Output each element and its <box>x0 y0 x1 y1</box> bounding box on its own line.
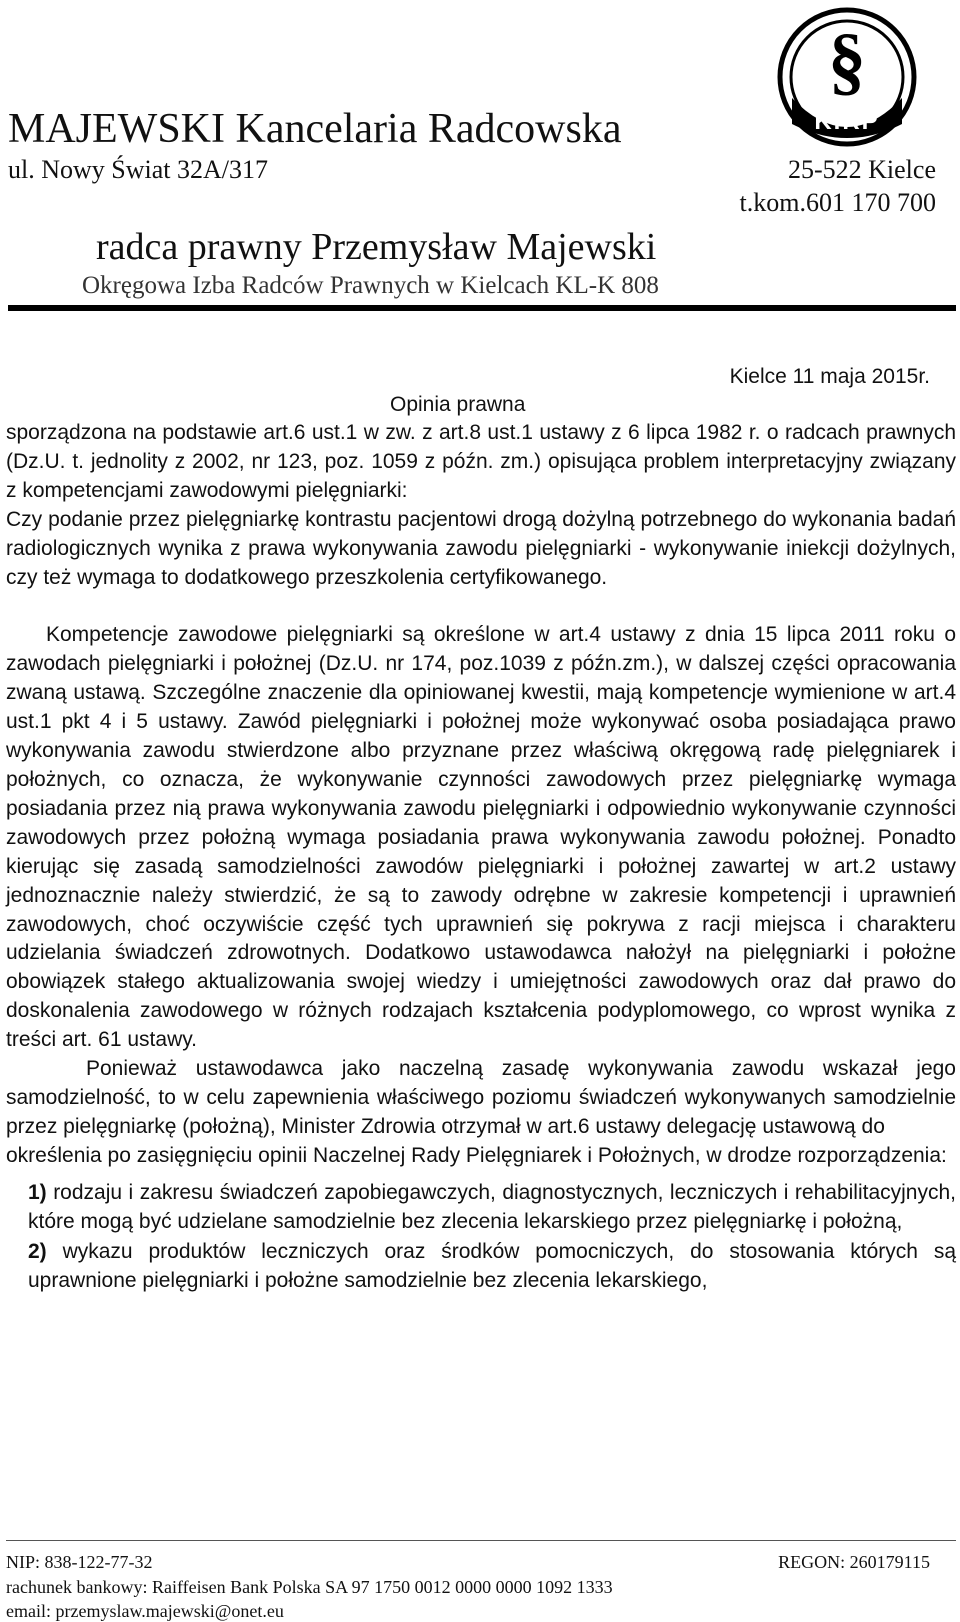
question-paragraph: Czy podanie przez pielęgniarkę kontrastu pacjentowi drogą dożylną potrzebnego do wykonania badań radiologicznych wynika z prawa wykonywania zawodu pielęgniarki - wykonywanie iniekcji dożylnych, czy też wymaga to dodatkowego przeszkolenia certyfikowanego. <box>6 507 956 589</box>
regon-number: REGON: 260179115 <box>778 1552 930 1572</box>
phone-number: t.kom.601 170 700 <box>739 188 936 217</box>
regulation-paragraph: określenia po zasięgnięciu opinii Naczelnej Rady Pielęgniarek i Położnych, w drodze rozporządzenia: <box>6 1143 947 1167</box>
firm-name: MAJEWSKI Kancelaria Radcowska <box>8 106 622 152</box>
list-text: rodzaju i zakresu świadczeń zapobiegawczych, diagnostycznych, leczniczych i rehabilitacyjnych, które mogą być udzielane samodzielnie bez zlecenia lekarskiego przez pielęgniarkę i położną, <box>28 1180 956 1233</box>
lawyer-name: radca prawny Przemysław Majewski <box>96 226 657 268</box>
paragraph-symbol: § <box>828 19 866 103</box>
city-postcode: 25-522 Kielce <box>787 155 936 184</box>
list-item <box>6 1238 956 1296</box>
intro-paragraph: sporządzona na podstawie art.6 ust.1 w zw. z art.8 ust.1 ustawy z 6 lipca 1982 r. o radcach prawnych (Dz.U. t. jednolity z 2002, nr 123, poz. 1059 z późn. zm.) opisująca problem interpretacyjny związany z kompetencjami zawodowymi pielęgniarki: <box>6 421 956 502</box>
document-date: Kielce 11 maja 2015r. <box>729 365 930 388</box>
letterhead-divider <box>8 305 956 311</box>
logo-text: KIRP <box>814 108 880 135</box>
document-title: Opinia prawna <box>390 393 526 416</box>
document-body <box>6 419 956 1296</box>
delegation-paragraph: Ponieważ ustawodawca jako naczelną zasadę wykonywania zawodu wskazał jego samodzielność, to w celu zapewnienia właściwego poziomu świadczeń wykonywanych samodzielnie przez pielęgniarkę (położną), Minister Zdrowia otrzymał w art.6 ustawy delegację ustawową do <box>6 1057 956 1138</box>
bar-chamber: Okręgowa Izba Radców Prawnych w Kielcach KL-K 808 <box>82 272 659 299</box>
list-number: 2) <box>28 1240 47 1264</box>
nip-number: NIP: 838-122-77-32 <box>6 1552 153 1572</box>
footer-divider <box>6 1540 956 1541</box>
list-text: wykazu produktów leczniczych oraz środków pomocniczych, do stosowania których są uprawnione pielęgniarki i położne samodzielnie bez zlecenia lekarskiego, <box>28 1240 957 1293</box>
kirp-logo <box>776 6 918 148</box>
list-item <box>6 1179 956 1237</box>
email-address: email: przemyslaw.majewski@onet.eu <box>6 1601 284 1621</box>
street-address: ul. Nowy Świat 32A/317 <box>8 155 268 184</box>
competence-paragraph: Kompetencje zawodowe pielęgniarki są określone w art.4 ustawy z dnia 15 lipca 2011 roku o zawodach pielęgniarki i położnej (Dz.U. nr 174, poz.1039 z późn.zm.), w dalszej części opracowania zwaną ustawą. Szczególne znaczenie dla opiniowanej kwestii, mają kompetencje wymienione w art.4 ust.1 pkt 4 i 5 ustawy. Zawód pielęgniarki i położnej może wykonywać osoba posiadająca prawo wykonywania zawodu stwierdzone albo przyznane przez właściwą okręgową radę pielęgniarek i położnych, co oznacza, że wykonywanie czynności zawodowych przez pielęgniarkę wymaga posiadania przez nią prawa wykonywania zawodu pielęgniarki i odpowiednio wykonywanie czynności zawodowych przez położną wymaga posiadania prawa wykonywania zawodu położnej. Ponadto kierując się zasadą samodzielności zawodów pielęgniarki i położnej zawartej w art.2 ustawy jednoznacznie należy stwierdzić, że są to zawody odrębne w zakresie kompetencji i uprawnień zawodowych, choć oczywiście część tych uprawnień się pokrywa z racji miejsca i charakteru udzielania świadczeń zdrowotnych. Dodatkowo ustawodawca nałożył na pielęgniarki i położne obowiązek stałego aktualizowania swojej wiedzy i umiejętności zawodowych oraz dał prawo do doskonalenia zawodowego w różnych rodzajach kształcenia podyplomowego, co wprost wynika z treści art. 61 ustawy. <box>6 623 956 1052</box>
list-number: 1) <box>28 1180 47 1204</box>
bank-account: rachunek bankowy: Raiffeisen Bank Polska SA 97 1750 0012 0000 0000 1092 1333 <box>6 1577 613 1597</box>
